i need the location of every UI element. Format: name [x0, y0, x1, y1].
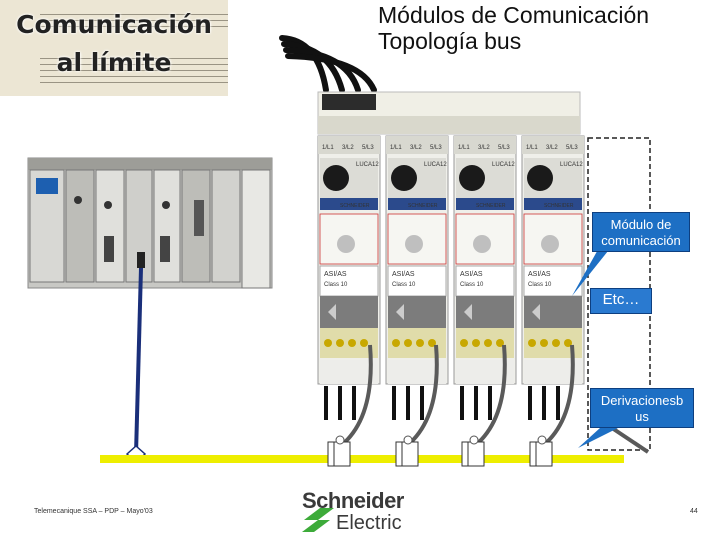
terminal-label: 1/L1: [322, 145, 334, 151]
schneider-logo: [300, 488, 430, 540]
callout-communication-module: Módulo de comunicación: [592, 212, 690, 252]
callout-bus-branches: Derivacionesb us: [590, 388, 694, 428]
title-line-1: Módulos de Comunicación: [378, 2, 650, 28]
badge-line-2: al límite: [56, 48, 172, 77]
page-number: 44: [690, 508, 698, 515]
terminal-label: 1/L1: [458, 145, 470, 151]
bus-tap-1: [328, 436, 350, 466]
callout-etc: Etc…: [590, 288, 652, 314]
footer-text: Telemecanique SSA – PDP – Mayo'03: [34, 508, 153, 515]
starter-module-sub: Class 10: [392, 282, 416, 288]
bus-tap-3: [462, 436, 484, 466]
starter-model-label: LUCA12: [356, 162, 379, 168]
badge-line-1: Comunicación: [16, 10, 212, 39]
terminal-label: 3/L2: [342, 145, 354, 151]
logo-electric: Electric: [336, 512, 402, 534]
starter-module-sub: Class 10: [528, 282, 552, 288]
starter-module-label: ASI/AS: [392, 271, 415, 278]
starter-module-sub: Class 10: [324, 282, 348, 288]
terminal-label: 1/L1: [526, 145, 538, 151]
starter-model-label: LUCA12: [424, 162, 447, 168]
starter-brand-label: SCHNEIDER: [544, 203, 574, 209]
starter-brand-label: SCHNEIDER: [340, 203, 370, 209]
terminal-label: 3/L2: [546, 145, 558, 151]
bus-tap-4: [530, 436, 552, 466]
starter-module-label: ASI/AS: [460, 271, 483, 278]
terminal-label: 1/L1: [390, 145, 402, 151]
starter-module-label: ASI/AS: [324, 271, 347, 278]
logo-schneider: Schneider: [302, 488, 404, 513]
terminal-label: 3/L2: [410, 145, 422, 151]
terminal-label: 3/L2: [478, 145, 490, 151]
starter-model-label: LUCA12: [492, 162, 515, 168]
terminal-label: 5/L3: [566, 145, 578, 151]
callout-pointer-branches: [578, 428, 618, 448]
bus-tap-2: [396, 436, 418, 466]
starter-brand-label: SCHNEIDER: [476, 203, 506, 209]
terminal-label: 5/L3: [430, 145, 442, 151]
starter-brand-label: SCHNEIDER: [408, 203, 438, 209]
starter-model-label: LUCA12: [560, 162, 583, 168]
starter-module-label: ASI/AS: [528, 271, 551, 278]
title-line-2: Topología bus: [378, 28, 522, 54]
terminal-label: 5/L3: [498, 145, 510, 151]
starter-module-sub: Class 10: [460, 282, 484, 288]
terminal-label: 5/L3: [362, 145, 374, 151]
